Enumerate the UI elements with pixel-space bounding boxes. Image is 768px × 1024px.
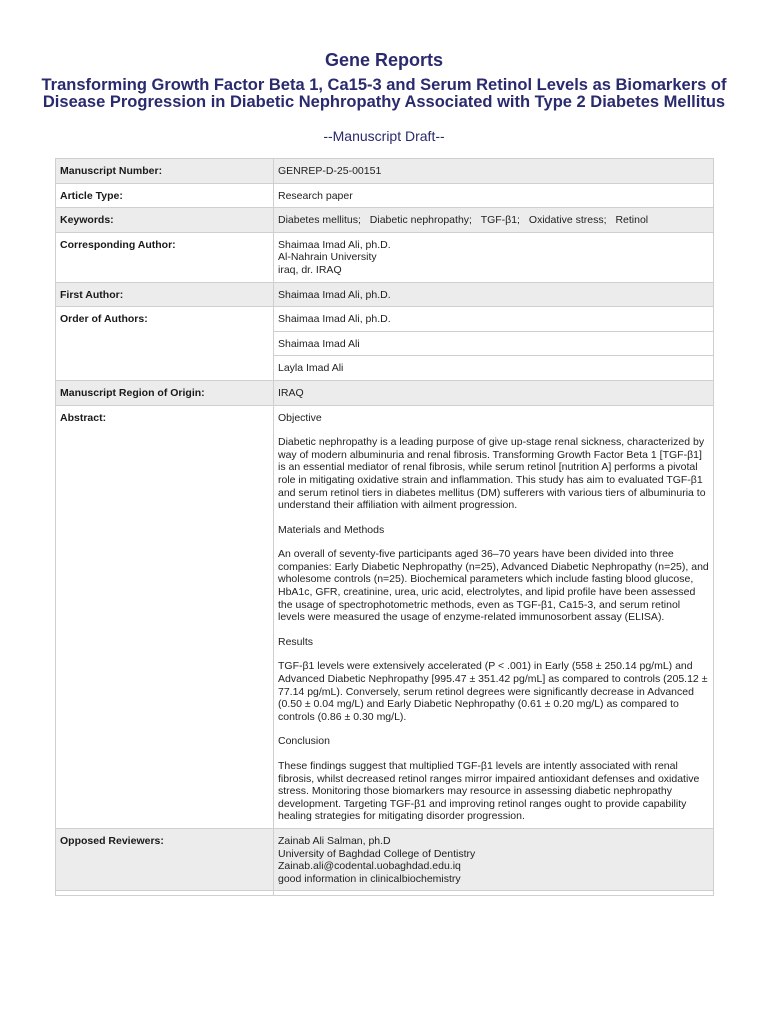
row-region-of-origin	[56, 380, 714, 405]
reviewer-institution: University of Baghdad College of Dentistry	[278, 847, 476, 860]
value-region-of-origin: IRAQ	[274, 380, 714, 405]
author-entry: Shaimaa Imad Ali	[274, 331, 714, 356]
manuscript-metadata-table	[55, 158, 714, 896]
row-abstract	[56, 405, 714, 828]
keyword: TGF-β1;	[480, 214, 520, 227]
value-corresponding-author	[274, 232, 714, 282]
row-article-type	[56, 183, 714, 208]
row-empty	[56, 891, 714, 896]
corresponding-author-location: iraq, dr. IRAQ	[278, 263, 342, 276]
reviewer-email: Zainab.ali@codental.uobaghdad.edu.iq	[278, 860, 461, 873]
author-entry: Shaimaa Imad Ali, ph.D.	[274, 307, 714, 332]
value-keywords	[274, 208, 714, 233]
row-manuscript-number	[56, 159, 714, 184]
reviewer-name: Zainab Ali Salman, ph.D	[278, 834, 391, 847]
row-first-author	[56, 282, 714, 307]
abstract-objective-text: Diabetic nephropathy is a leading purpose of give up-stage renal sickness, characterized by way of modern albuminuria and renal fibrosis. Transforming Growth Factor Beta 1 [TGF-β1] is an essential mediator of renal fibrosis, while serum retinol [nutrition A] performs a pivotal role in mitigating oxidative strain and inflammation. This study has aim to evaluated TGF-β1 and serum retinol tiers in diabetes mellitus (DM) sufferers with various tiers of albuminuria to understand their affiliation with ailment progression.	[278, 436, 706, 512]
value-manuscript-number: GENREP-D-25-00151	[274, 159, 714, 184]
value-abstract	[274, 405, 714, 828]
abstract-results-text: TGF-β1 levels were extensively accelerated (P < .001) in Early (558 ± 250.14 pg/mL) and Advanced Diabetic Nephropathy [995.47 ± 351.42 pg/mL] as compared to controls (205.12 ± 77.14 pg/mL). Conversely, serum retinol degrees were significantly decrease in Advanced (0.50 ± 0.04 mg/L) and Early Diabetic Nephropathy (0.61 ± 0.20 mg/L) as compared to controls (0.86 ± 0.30 mg/L).	[278, 660, 708, 723]
value-first-author: Shaimaa Imad Ali, ph.D.	[274, 282, 714, 307]
abstract-heading-objective: Objective	[278, 411, 322, 424]
abstract-conclusion-text: These findings suggest that multiplied TGF-β1 levels are intently associated with renal fibrosis, whilst decreased retinol ranges mirror impaired antioxidant defenses and oxidative stress. Monitoring those biomarkers may resource in assessing diabetic nephropathy development. Targeting TGF-β1 and improving retinol ranges ought to provide capability healing strategies for mitigating disorder progression.	[278, 760, 700, 823]
manuscript-title: Transforming Growth Factor Beta 1, Ca15-3 and Serum Retinol Levels as Biomarkers of Disease Progression in Diabetic Nephropathy Associated with Type 2 Diabetes Mellitus	[41, 76, 727, 111]
abstract-heading-results: Results	[278, 635, 314, 648]
label-first-author: First Author:	[56, 282, 274, 307]
value-opposed-reviewers	[274, 828, 714, 890]
reviewer-reason: good information in clinicalbiochemistry	[278, 872, 461, 885]
label-article-type: Article Type:	[56, 183, 274, 208]
manuscript-draft-label: --Manuscript Draft--	[323, 128, 445, 144]
keyword: Diabetes mellitus;	[278, 214, 361, 227]
label-opposed-reviewers: Opposed Reviewers:	[56, 828, 274, 890]
corresponding-author-institution: Al-Nahrain University	[278, 251, 377, 264]
journal-name: Gene Reports	[324, 50, 444, 70]
empty-cell	[56, 891, 274, 896]
row-keywords	[56, 208, 714, 233]
row-opposed-reviewers	[56, 828, 714, 890]
label-keywords: Keywords:	[56, 208, 274, 233]
empty-cell	[274, 891, 714, 896]
label-manuscript-number: Manuscript Number:	[56, 159, 274, 184]
value-article-type: Research paper	[274, 183, 714, 208]
label-region-of-origin: Manuscript Region of Origin:	[56, 380, 274, 405]
row-corresponding-author	[56, 232, 714, 282]
keyword: Diabetic nephropathy;	[369, 214, 472, 227]
row-order-of-authors	[56, 307, 714, 332]
abstract-heading-methods: Materials and Methods	[278, 523, 385, 536]
author-entry: Layla Imad Ali	[274, 356, 714, 381]
abstract-methods-text: An overall of seventy-five participants aged 36–70 years have been divided into three companies: Early Diabetic Nephropathy (n=25), Advanced Diabetic Nephropathy (n=25), and wholesome controls (n=25). Biochemical parameters which include fasting blood glucose, HbA1c, GFR, creatinine, urea, uric acid, electrolytes, and lipid profile have been assessed the usage of spectrophotometric methods, even as TGF-β1, Ca15-3, and serum retinol levels were measured the usage of enzyme-related immunosorbent assay (ELISA).	[278, 548, 709, 624]
abstract-heading-conclusion: Conclusion	[278, 735, 330, 748]
label-abstract: Abstract:	[56, 405, 274, 828]
label-order-of-authors: Order of Authors:	[56, 307, 274, 381]
keyword: Retinol	[615, 214, 649, 227]
corresponding-author-name: Shaimaa Imad Ali, ph.D.	[278, 238, 391, 251]
label-corresponding-author: Corresponding Author:	[56, 232, 274, 282]
keyword: Oxidative stress;	[528, 214, 607, 227]
